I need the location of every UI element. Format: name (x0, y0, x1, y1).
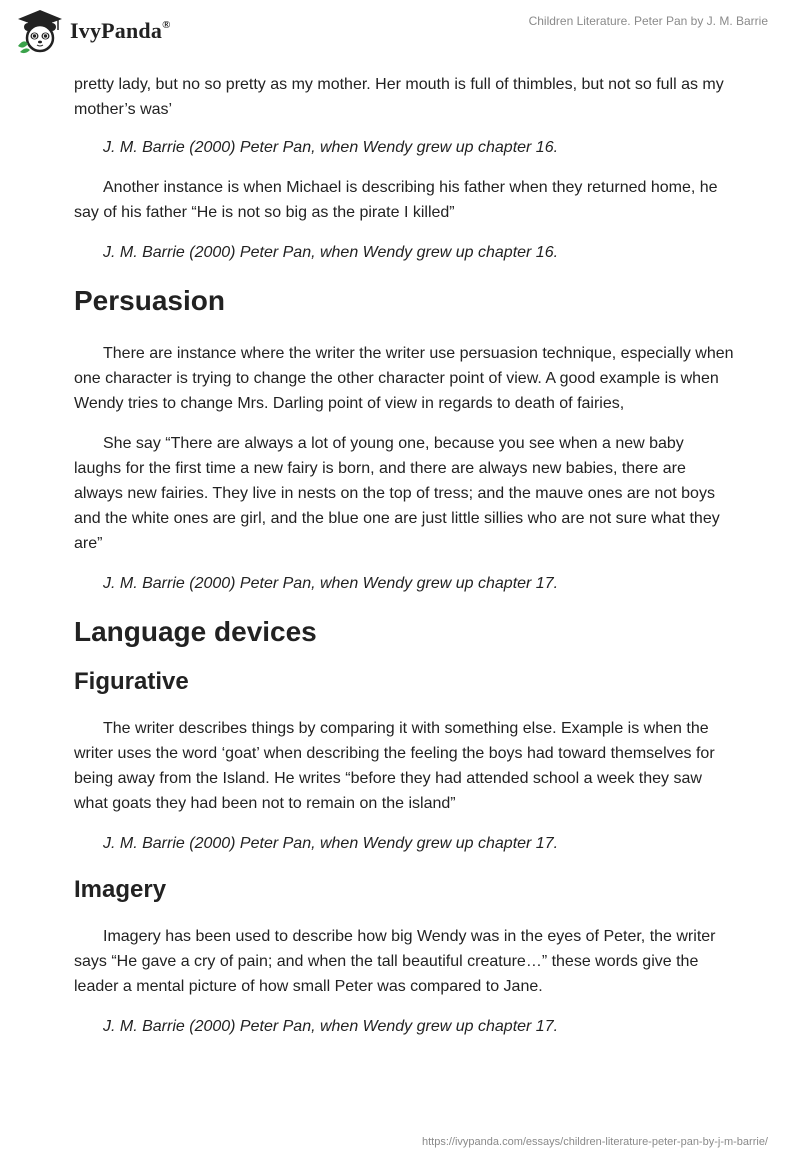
section-heading-language-devices: Language devices (74, 616, 317, 647)
registered-mark: ® (162, 18, 171, 31)
citation: J. M. Barrie (2000) Peter Pan, when Wendy grew up chapter 17. (103, 575, 559, 592)
subsection-heading-figurative: Figurative (74, 668, 189, 695)
section-heading-persuasion: Persuasion (74, 285, 225, 316)
paragraph: There are instance where the writer the writer use persuasion technique, especially when one character is trying to change the other character point of view. A good example is when Wendy tries to change Mrs. Darling point of view in regards to death of fairies, (74, 345, 734, 412)
brand-logo[interactable] (16, 8, 171, 54)
paragraph: Another instance is when Michael is describing his father when they returned home, he say of his father “He is not so big as the pirate I killed” (74, 179, 718, 221)
source-url-link[interactable]: https://ivypanda.com/essays/children-literature-peter-pan-by-j-m-barrie/ (421, 1136, 768, 1148)
citation: J. M. Barrie (2000) Peter Pan, when Wendy grew up chapter 16. (103, 244, 559, 261)
panda-graduate-icon (16, 8, 64, 54)
paragraph: Imagery has been used to describe how big Wendy was in the eyes of Peter, the writer says “He gave a cry of pain; and when the tall beautiful creature…” these words give the leader a mental picture of how small Peter was compared to Jane. (74, 928, 716, 995)
brand-name: IvyPanda® (70, 18, 171, 43)
paragraph: The writer describes things by comparing it with something else. Example is when the writer uses the word ‘goat’ when describing the feeling the boys had toward themselves for being away from the Island. He writes “before they had attended school a week they saw what goats they had been not to remain on the island” (74, 720, 715, 812)
paragraph: She say “There are always a lot of young one, because you see when a new baby laughs for the first time a new fairy is born, and there are always new babies, there are always new fairies. They live in nests on the top of tress; and the mauve ones are not boys and the white ones are girl, and the blue one are just little sillies who are not sure what they are” (74, 435, 720, 552)
subsection-heading-imagery: Imagery (74, 876, 167, 903)
paragraph-continued: pretty lady, but no so pretty as my mother. Her mouth is full of thimbles, but not so full as my mother’s was’ (74, 76, 724, 118)
citation: J. M. Barrie (2000) Peter Pan, when Wendy grew up chapter 16. (103, 139, 559, 156)
citation: J. M. Barrie (2000) Peter Pan, when Wendy grew up chapter 17. (103, 1018, 559, 1035)
page-header (0, 0, 800, 60)
running-title: Children Literature. Peter Pan by J. M. Barrie (528, 14, 768, 28)
citation: J. M. Barrie (2000) Peter Pan, when Wendy grew up chapter 17. (103, 835, 559, 852)
essay-content (74, 72, 734, 1039)
